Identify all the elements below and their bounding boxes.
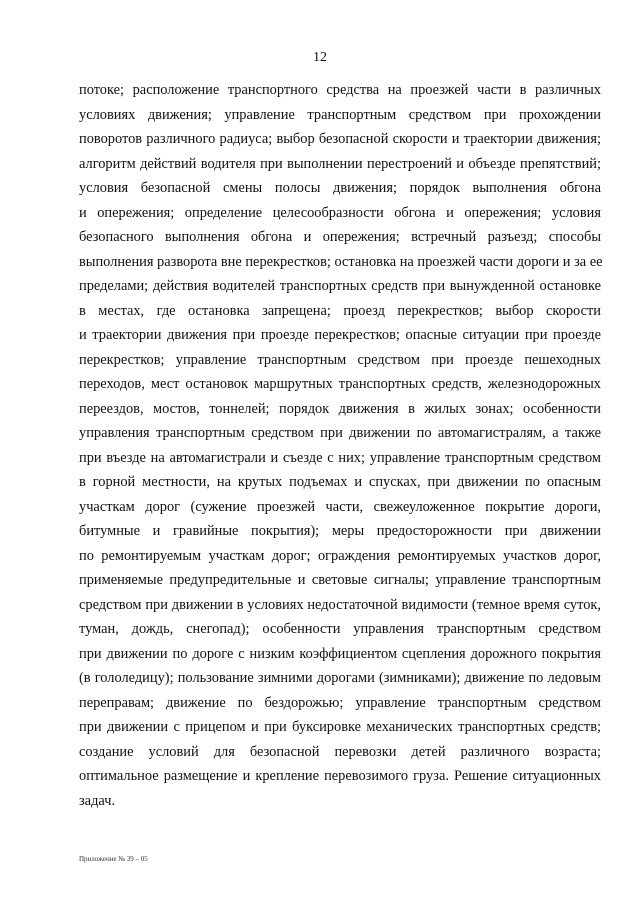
text-line: оптимальное размещение и крепление перевозимого груза. Решение ситуационных — [79, 768, 601, 784]
text-line: и опережения; определение целесообразности обгона и опережения; условия — [79, 204, 601, 221]
text-line: в местах, где остановка запрещена; проезд перекрестков; выбор скорости — [79, 302, 601, 319]
text-line: создание условий для безопасной перевозки детей различного возраста; — [79, 743, 601, 760]
text-line: условиях движения; управление транспортным средством при прохождении — [79, 106, 601, 123]
text-line: безопасного выполнения обгона и опережения; встречный разъезд; способы — [79, 229, 601, 245]
footer-note: Приложение № 39 – 05 — [79, 855, 148, 863]
text-line: поворотов различного радиуса; выбор безопасной скорости и траектории движения; — [79, 131, 601, 147]
text-line: по ремонтируемым участкам дорог; ограждения ремонтируемых участков дорог, — [79, 547, 601, 564]
text-line: переправам; движение по бездорожью; управление транспортным средством — [79, 694, 601, 711]
text-line: переездов, мостов, тоннелей; порядок движения в жилых зонах; особенности — [79, 400, 601, 417]
text-line: выполнения разворота вне перекрестков; остановка на проезжей части дороги и за ее — [79, 253, 603, 270]
text-line: переходов, мест остановок маршрутных транспортных средств, железнодорожных — [79, 376, 601, 392]
body-text — [79, 78, 601, 813]
text-line: перекрестков; управление транспортным средством при проезде пешеходных — [79, 351, 601, 368]
text-line: задач. — [79, 792, 116, 809]
text-line: алгоритм действий водителя при выполнении перестроений и объезде препятствий; — [79, 155, 601, 172]
text-line: пределами; действия водителей транспортных средств при вынужденной остановке — [79, 278, 601, 294]
text-line: применяемые предупредительные и световые сигналы; управление транспортным — [79, 572, 601, 588]
text-line: потоке; расположение транспортного средства на проезжей части в различных — [79, 82, 601, 98]
text-line: и траектории движения при проезде перекрестков; опасные ситуации при проезде — [79, 327, 601, 343]
text-line: при движении по дороге с низким коэффициентом сцепления дорожного покрытия — [79, 645, 601, 662]
text-line: при въезде на автомагистрали и съезде с них; управление транспортным средством — [79, 449, 601, 466]
text-line: условия безопасной смены полосы движения; порядок выполнения обгона — [79, 180, 601, 196]
text-line: (в гололедицу); пользование зимними дорогами (зимниками); движение по ледовым — [79, 670, 601, 686]
text-line: участкам дорог (сужение проезжей части, свежеуложенное покрытие дороги, — [79, 498, 601, 515]
text-line: туман, дождь, снегопад); особенности управления транспортным средством — [79, 621, 601, 637]
text-line: управления транспортным средством при движении по автомагистралям, а также — [79, 425, 601, 441]
text-line: в горной местности, на крутых подъемах и спусках, при движении по опасным — [79, 474, 601, 490]
text-line: битумные и гравийные покрытия); меры предосторожности при движении — [79, 523, 601, 539]
text-line: при движении с прицепом и при буксировке механических транспортных средств; — [79, 719, 601, 735]
page-number: 12 — [313, 50, 327, 65]
text-line: средством при движении в условиях недостаточной видимости (темное время суток, — [79, 596, 601, 613]
